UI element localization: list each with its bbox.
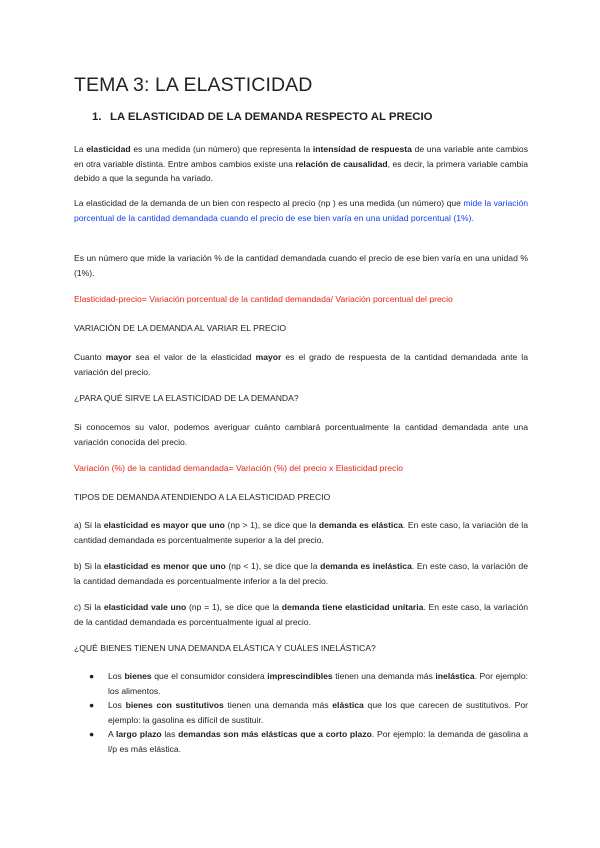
- paragraph-mayor: Cuanto mayor sea el valor de la elasticidad mayor es el grado de respuesta de la cantidad demandada ante la variación del precio.: [74, 352, 528, 377]
- formula-variacion: Variación (%) de la cantidad demandada= Variación (%) del precio x Elasticidad precio: [74, 463, 404, 473]
- heading-tipos: TIPOS DE DEMANDA ATENDIENDO A LA ELASTICIDAD PRECIO: [74, 492, 331, 502]
- tipo-b: b) Si la elasticidad es menor que uno (np < 1), se dice que la demanda es inelástica. En este caso, la variación de la cantidad demandada es porcentualmente inferior a la del precio.: [74, 561, 528, 586]
- highlight-blue: mide la variación porcentual de la cantidad demandada cuando el precio de ese bien varía en una unidad porcentual (1%).: [74, 198, 529, 223]
- page-title: TEMA 3: LA ELASTICIDAD: [74, 74, 313, 96]
- list-item: ● Los bienes que el consumidor considera imprescindibles tienen una demanda más inelástica. Por ejemplo: los alimentos.: [89, 671, 528, 696]
- bullet-icon: ●: [89, 729, 95, 740]
- section-heading: [92, 111, 433, 123]
- tipo-a: a) Si la elasticidad es mayor que uno (np > 1), se dice que la demanda es elástica. En este caso, la variación de la cantidad demandada es porcentualmente superior a la del precio.: [74, 520, 528, 545]
- heading-para-que: ¿PARA QUÉ SIRVE LA ELASTICIDAD DE LA DEMANDA?: [74, 393, 299, 403]
- paragraph-definicion: La elasticidad es una medida (un número) que representa la intensidad de respuesta de una variable ante cambios en otra variable distinta. Entre ambos cambios existe una relación de causalidad, es decir, la primera variable cambia debido a que la segunda ha variado.: [74, 144, 529, 184]
- section-title: LA ELASTICIDAD DE LA DEMANDA RESPECTO AL PRECIO: [110, 111, 433, 123]
- bienes-list: [74, 669, 528, 757]
- list-item: ● A largo plazo las demandas son más elásticas que a corto plazo. Por ejemplo: la demanda de gasolina a l/p es más elástica.: [89, 729, 528, 754]
- heading-variacion: VARIACIÓN DE LA DEMANDA AL VARIAR EL PRECIO: [74, 323, 287, 333]
- section-number: 1.: [92, 111, 102, 123]
- bullet-icon: ●: [89, 700, 95, 711]
- list-item: ● Los bienes con sustitutivos tienen una demanda más elástica que los que carecen de sustitutivos. Por ejemplo: la gasolina es difícil de sustituir.: [89, 700, 529, 725]
- paragraph-elasticidad-precio: La elasticidad de la demanda de un bien con respecto al precio (np ) es una medida (un número) que mide la variación porcentual de la cantidad demandada cuando el precio de ese bien varía en una unidad porcentual (1%).: [74, 198, 529, 223]
- formula-elasticidad: Elasticidad-precio= Variación porcentual de la cantidad demandada/ Variación porcentual del precio: [74, 294, 453, 304]
- paragraph-numero: Es un número que mide la variación % de la cantidad demandada cuando el precio de ese bien varía en una unidad % (1%).: [74, 253, 528, 278]
- heading-bienes: ¿QUÉ BIENES TIENEN UNA DEMANDA ELÁSTICA Y CUÁLES INELÁSTICA?: [74, 643, 376, 653]
- tipo-c: c) Si la elasticidad vale uno (np = 1), se dice que la demanda tiene elasticidad unitaria. En este caso, la variación de la cantidad demandada es porcentualmente igual al precio.: [74, 602, 529, 627]
- bullet-icon: ●: [89, 671, 95, 681]
- paragraph-conocemos: Si conocemos su valor, podemos averiguar cuánto cambiará porcentualmente la cantidad demandada ante una variación conocida del precio.: [74, 422, 528, 447]
